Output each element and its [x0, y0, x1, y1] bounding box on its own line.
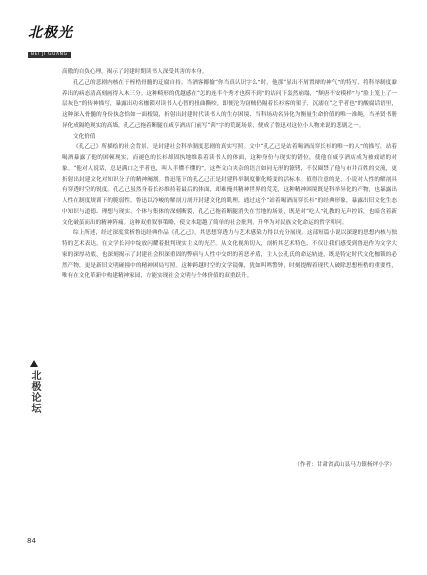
- page-number: 84: [27, 537, 36, 545]
- section-sidebar: [27, 360, 41, 414]
- section-subhead: 文化价值: [73, 133, 96, 140]
- paragraph-3: 综上所述，经过深度赏析鲁迅经典作品《孔乙己》，其思想穿透力与艺术感染力得以充分展现。这部短篇小说以深邃的思想内核与独特的艺术表达，在文学长河中绽放闪耀着批判现实主义的光芒。从文化视角切入，剖析其艺术特色，不仅让我们感受到鲁迅作为文学大家的深厚功底，也深刻揭示了封建社会积深重固的弊病与人性中交织的善恶矛盾，主人公孔氏的命运轨迹，既是特定时代文化枷锁的必然产物，更是新旧文明碰撞中的精神困局写照。这种跨越时空的文学镜像，犹如叫鸣警钟，时刻提醒着现代人破除思想桎梏的重要性，唯有在文化革新中构建精神家园，方能实现社会文明与个体价值的双重跃升。: [62, 230, 397, 280]
- lead-quote: 高傲的自负心理，揭示了封建时期读书人深受其害的本身。: [62, 69, 208, 75]
- article-body: [62, 67, 397, 282]
- logo-title: 北极光: [28, 25, 73, 41]
- section-label: 北极论坛: [29, 370, 40, 414]
- magazine-logo: [28, 26, 108, 59]
- paragraph-2: 《孔乙己》所描绘的社会背景，是封建社会科举制度悲剧的真实写照。文中“孔乙己是站着喝酒而穿长衫的唯一的人”的描写，站着喝酒暴露了他的困顿现实，而褪色的长衫却固执地维系着读书人的体面，这种身份与现实的错位，使他在咸亨酒店成为被戏谑的对象。“他对人说话，总是满口之乎者也，叫人半懂不懂的”，这些文白夹杂的语言如同无形的镣铐，不仅圈禁了他与市井百姓的交流，更折射出封建文化对知识分子的精神阉割。鲁迅笔下的孔乙己正是封建科举制度催化畸变的活标本。值得注意的是，小说对人性的解剖具有穿透时空的锐度。孔乙己虽然身着长衫维持着最后的体面，却难掩其精神世界的荒芜，这种精神困境既是科举异化的产物，也暴露出人性在制度规训下的脆弱性。鲁迅以冷峻的解剖刀剖开封建文化的肌理，通过这个“站着喝酒而穿长衫”的经典形象，暴露出旧文化生态中知识与道德、理想与现实、个体与集体的深刻断裂，孔乙己拖着断腿消失在雪地的场景，既是对“吃人”礼教的无声控诉，也暗含着新文化破茧而出的精神阵痛。这种双重叙事策略，使文本超越了简单的社会批判，升华为对民族文化命运的哲学叩问。: [62, 144, 397, 226]
- triangle-icon: [30, 360, 38, 367]
- logo-subtitle: BEI JI GUANG: [28, 52, 71, 58]
- paragraph-1: 孔乙己的悲剧内核在于桎梏骨髓的迂腐自持。当酒客揶揄“你当真认识字么”时，他那“显出不屑置辩的神气”的特写，将科举制度豢养出的病态清高刻画得入木三分。这种畸形的优越感在“怎的连半个秀才也捞不到”的诘问下轰然崩塌，“颓唐不安模样”与“脸上笼上了一层灰色”的传神描写，暴露出功名枷锁对读书人心智的扭曲撕咬。即便沦为窃贼仍隔着长衫客的架子，沉溺在“之乎者也”的酸腐话语里，这种深入骨髓的身份执念恰如一面棱镜，折射出封建时代读书人的生存困境、当科场功名异化为衡量生命价值的唯一准绳，当圣贤书册异化成隔绝现实的高墙，孔乙己拖着断腿在咸亨酒店门前写“茴”字的荒诞场景，便成了鲁迅对这位小人物来说的悲剧之一。: [62, 79, 397, 129]
- author-note: （作者：甘肃省武山县马力镇杨坪小学）: [294, 462, 395, 468]
